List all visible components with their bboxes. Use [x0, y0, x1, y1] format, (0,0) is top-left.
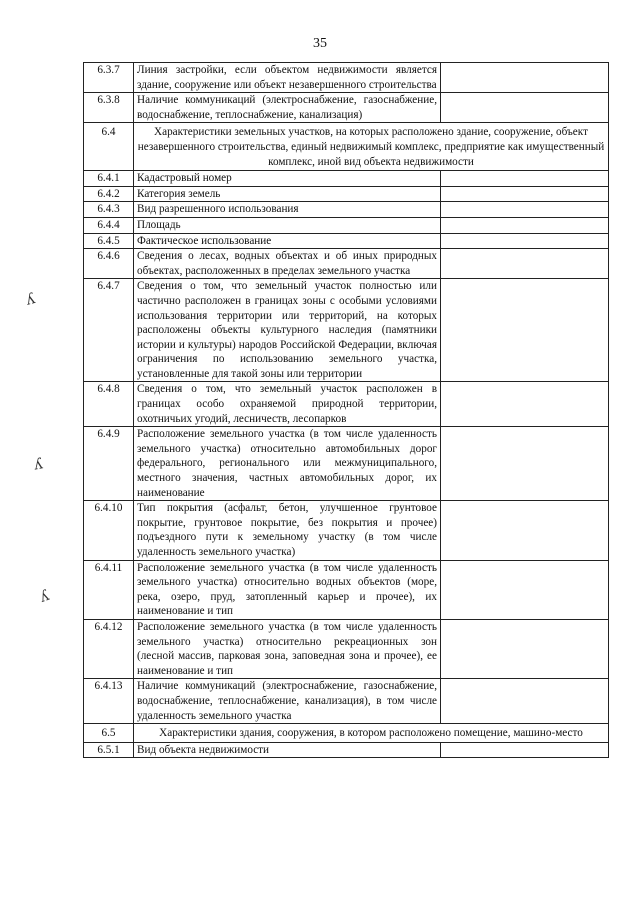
page-number: 35: [313, 36, 327, 51]
row-value-cell: [441, 171, 609, 187]
row-number: 6.3.7: [84, 63, 134, 93]
row-description: Сведения о том, что земельный участок расположен в границах особо охраняемой природной территории, охотничьих угодий, лесничеств, лесопарков: [134, 382, 441, 427]
table-row: [84, 93, 609, 123]
row-value-cell: [441, 560, 609, 619]
characteristics-table: [83, 62, 609, 758]
row-description: Расположение земельного участка (в том числе удаленность земельного участка) относительно автомобильных дорог федерального, регионального или межмуниципального, местного значения, частных автомобильных дорог, их наименование: [134, 427, 441, 501]
table-row: [84, 742, 609, 758]
row-number: 6.4.5: [84, 233, 134, 249]
table-row: [84, 186, 609, 202]
row-number: 6.4.12: [84, 619, 134, 678]
row-value-cell: [441, 427, 609, 501]
section-number: 6.5: [84, 724, 134, 743]
row-description: Категория земель: [134, 186, 441, 202]
table-row: [84, 171, 609, 187]
row-number: 6.4.3: [84, 202, 134, 218]
table-row: [84, 202, 609, 218]
row-value-cell: [441, 249, 609, 279]
row-value-cell: [441, 279, 609, 382]
row-description: Площадь: [134, 217, 441, 233]
table-row: [84, 619, 609, 678]
row-number: 6.4.2: [84, 186, 134, 202]
row-number: 6.3.8: [84, 93, 134, 123]
row-value-cell: [441, 63, 609, 93]
row-number: 6.4.6: [84, 249, 134, 279]
table-row: [84, 217, 609, 233]
row-value-cell: [441, 742, 609, 758]
row-description: Вид объекта недвижимости: [134, 742, 441, 758]
row-number: 6.4.7: [84, 279, 134, 382]
margin-handwritten-mark: ʎ: [37, 586, 52, 606]
table-row: [84, 249, 609, 279]
row-description: Фактическое использование: [134, 233, 441, 249]
row-description: Кадастровый номер: [134, 171, 441, 187]
table-row: [84, 63, 609, 93]
section-title: Характеристики здания, сооружения, в котором расположено помещение, машино-место: [134, 724, 609, 743]
row-number: 6.5.1: [84, 742, 134, 758]
row-number: 6.4.8: [84, 382, 134, 427]
table-row: [84, 427, 609, 501]
table-row: [84, 501, 609, 560]
row-number: 6.4.9: [84, 427, 134, 501]
section-row: [84, 123, 609, 171]
row-value-cell: [441, 93, 609, 123]
row-description: Наличие коммуникаций (электроснабжение, газоснабжение, водоснабжение, теплоснабжение, канализация): [134, 93, 441, 123]
table-row: [84, 679, 609, 724]
margin-handwritten-mark: ʎ: [32, 454, 44, 474]
row-description: Расположение земельного участка (в том числе удаленность земельного участка) относительно водных объектов (море, река, озеро, пруд, затопленный карьер и прочее), их наименование и тип: [134, 560, 441, 619]
row-description: Наличие коммуникаций (электроснабжение, газоснабжение, водоснабжение, теплоснабжение, канализация), в том числе удаленность земельного участка: [134, 679, 441, 724]
row-value-cell: [441, 233, 609, 249]
row-description: Сведения о том, что земельный участок полностью или частично расположен в границах зоны с особыми условиями использования территории или территорий, на которых расположены объекты культурного наследия (памятники истории и культуры) народов Российской Федерации, включая ограничения по использованию земельного участка, установленные для такой зоны или территории: [134, 279, 441, 382]
row-value-cell: [441, 186, 609, 202]
section-number: 6.4: [84, 123, 134, 171]
section-row: [84, 724, 609, 743]
row-value-cell: [441, 217, 609, 233]
row-value-cell: [441, 202, 609, 218]
row-number: 6.4.10: [84, 501, 134, 560]
row-description: Вид разрешенного использования: [134, 202, 441, 218]
table-row: [84, 279, 609, 382]
row-description: Сведения о лесах, водных объектах и об иных природных объектах, расположенных в пределах земельного участка: [134, 249, 441, 279]
row-number: 6.4.11: [84, 560, 134, 619]
row-value-cell: [441, 501, 609, 560]
row-description: Линия застройки, если объектом недвижимости является здание, сооружение или объект незавершенного строительства: [134, 63, 441, 93]
table-row: [84, 560, 609, 619]
table-row: [84, 382, 609, 427]
row-value-cell: [441, 382, 609, 427]
row-value-cell: [441, 679, 609, 724]
table-row: [84, 233, 609, 249]
row-description: Расположение земельного участка (в том числе удаленность земельного участка) относительно рекреационных зон (лесной массив, парковая зона, заповедная зона и прочее), ее наименование и тип: [134, 619, 441, 678]
row-description: Тип покрытия (асфальт, бетон, улучшенное грунтовое покрытие, грунтовое покрытие, без покрытия и прочее) подъездного пути к земельному участку (в том числе удаленность земельного участка): [134, 501, 441, 560]
row-number: 6.4.13: [84, 679, 134, 724]
row-number: 6.4.1: [84, 171, 134, 187]
row-number: 6.4.4: [84, 217, 134, 233]
margin-handwritten-mark: ʎ: [23, 289, 37, 309]
section-title: Характеристики земельных участков, на которых расположено здание, сооружение, объект незавершенного строительства, единый недвижимый комплекс, предприятие как имущественный комплекс, иной вид объекта недвижимости: [134, 123, 609, 171]
row-value-cell: [441, 619, 609, 678]
